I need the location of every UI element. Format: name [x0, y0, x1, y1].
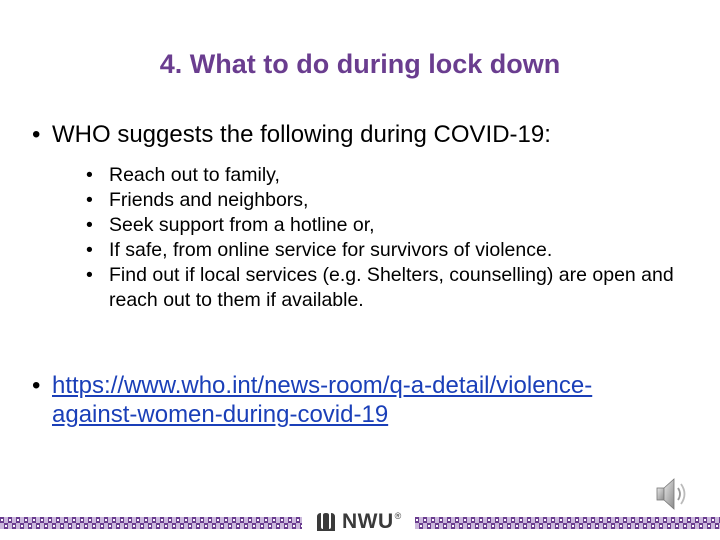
speaker-icon[interactable] [652, 474, 692, 514]
sub-bullet-item [86, 188, 686, 213]
bullet-dot: • [32, 121, 41, 148]
bullet-dot: • [32, 372, 41, 399]
main-bullet-text: WHO suggests the following during COVID-19: [52, 121, 551, 148]
logo-text: NWU [342, 510, 394, 533]
nwu-logo [315, 509, 401, 535]
sub-bullet-item [86, 238, 686, 263]
sub-bullet-text: Reach out to family, [109, 164, 280, 186]
decorative-pattern-left [0, 517, 302, 529]
logo-registered-mark: ® [394, 511, 402, 521]
sub-bullet-list [86, 163, 686, 313]
sub-bullet-text: Find out if local services (e.g. Shelters, counselling) are open and reach out to them if available. [109, 264, 674, 311]
slide-title: 4. What to do during lock down [159, 49, 561, 79]
sub-bullet-item [86, 163, 686, 188]
sub-bullet-item [86, 263, 686, 313]
bullet-dot: • [86, 164, 93, 186]
bullet-dot: • [86, 239, 93, 261]
sub-bullet-text: If safe, from online service for survivors of violence. [109, 239, 553, 261]
who-link[interactable] [52, 371, 692, 429]
sub-bullet-item [86, 213, 686, 238]
main-bullet [32, 120, 692, 149]
sub-bullet-text: Friends and neighbors, [109, 189, 309, 211]
bullet-dot: • [86, 264, 93, 286]
sub-bullet-text: Seek support from a hotline or, [109, 214, 375, 236]
who-link-line-1[interactable]: https://www.who.int/news-room/q-a-detail/violence- [52, 372, 593, 399]
decorative-pattern-right [415, 517, 720, 529]
nwu-logo-icon [315, 511, 337, 533]
link-bullet [32, 371, 692, 429]
bullet-dot: • [86, 214, 93, 236]
who-link-line-2[interactable]: against-women-during-covid-19 [52, 401, 389, 428]
bullet-dot: • [86, 189, 93, 211]
